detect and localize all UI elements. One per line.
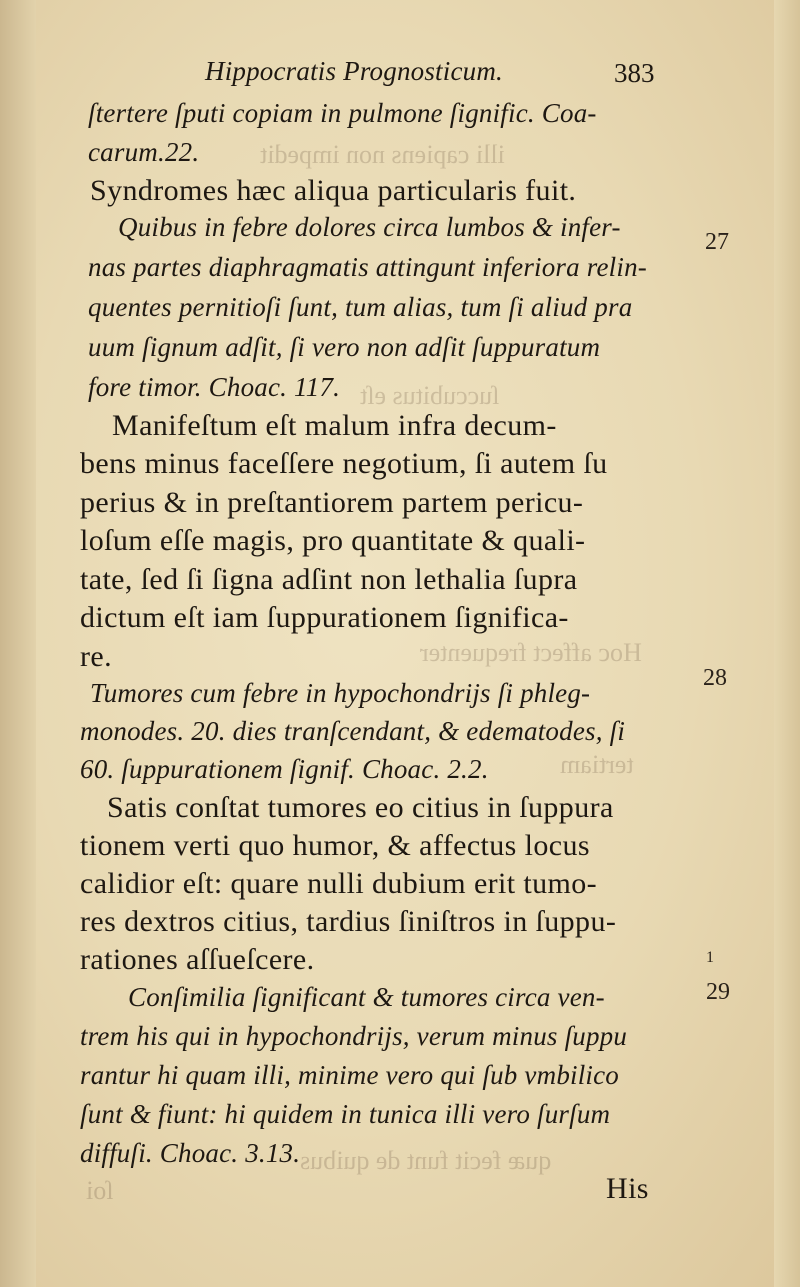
text-line: trem his qui in hypochondrijs, verum minus ſuppu [80, 1021, 628, 1051]
text-line: uum ſignum adſit, ſi vero non adſit ſuppuratum [88, 332, 601, 362]
text-line: nas partes diaphragmatis attingunt inferiora relin- [88, 252, 647, 282]
text-line: rationes aſſueſcere. [80, 943, 315, 976]
show-through-text: Hoc affect frequenter [420, 638, 642, 667]
text-line: perius & in preſtantiorem partem pericu- [80, 486, 584, 519]
page-right-edge [774, 0, 800, 1287]
text-line: Satis conſtat tumores eo citius in ſuppura [107, 791, 614, 824]
text-line: Tumores cum febre in hypochondrijs ſi phleg- [90, 678, 591, 708]
page-left-edge [0, 0, 36, 1287]
text-line: tate, ſed ſi ſigna adſint non lethalia ſupra [80, 563, 578, 596]
show-through-text: quæ fecit funt de quibus [300, 1146, 552, 1175]
margin-number: 27 [705, 229, 729, 255]
text-line: dictum eſt iam ſuppurationem ſignifica- [80, 601, 569, 634]
text-line: calidior eſt: quare nulli dubium erit tumo- [80, 867, 598, 900]
show-through-text: illi capiens non impedit [260, 140, 505, 169]
show-through-text: ſuccubitus eſt [360, 381, 500, 410]
show-through-text: tertiam [560, 750, 634, 779]
margin-number: 29 [706, 979, 730, 1005]
margin-number: 28 [703, 665, 727, 691]
catchword: His [606, 1172, 649, 1205]
text-line: loſum eſſe magis, pro quantitate & quali- [80, 524, 586, 557]
text-line: rantur hi quam illi, minime vero qui ſub vmbilico [80, 1060, 620, 1090]
text-line: carum.22. [88, 137, 200, 167]
text-line: Syndromes hæc aliqua particularis fuit. [90, 174, 577, 207]
text-line: re. [80, 640, 113, 673]
text-line: bens minus faceſſere negotium, ſi autem ſu [80, 447, 608, 480]
page-number: 383 [614, 58, 655, 88]
text-line: tionem verti quo humor, & affectus locus [80, 829, 590, 862]
text-line: ſtertere ſputi copiam in pulmone ſignific. Coa- [88, 98, 597, 128]
margin-mark: 1 [706, 949, 714, 966]
text-line: Conſimilia ſignificant & tumores circa ven- [128, 982, 605, 1012]
text-line: diffuſi. Choac. 3.13. [80, 1138, 301, 1168]
text-line: monodes. 20. dies tranſcendant, & edematodes, ſi [80, 716, 626, 746]
text-line: fore timor. Choac. 117. [88, 372, 341, 402]
text-line: 60. ſuppurationem ſignif. Choac. 2.2. [80, 754, 489, 784]
text-line: ſunt & fiunt: hi quidem in tunica illi vero ſurſum [80, 1099, 611, 1129]
text-line: res dextros citius, tardius ſiniſtros in ſuppu- [80, 905, 617, 938]
show-through-text: ſoi [86, 1176, 114, 1205]
text-line: quentes pernitioſi ſunt, tum alias, tum ſi aliud pra [88, 292, 633, 322]
text-line: Manifeſtum eſt malum infra decum- [112, 409, 557, 442]
running-title: Hippocratis Prognosticum. [205, 56, 503, 86]
text-line: Quibus in febre dolores circa lumbos & infer- [118, 212, 621, 242]
